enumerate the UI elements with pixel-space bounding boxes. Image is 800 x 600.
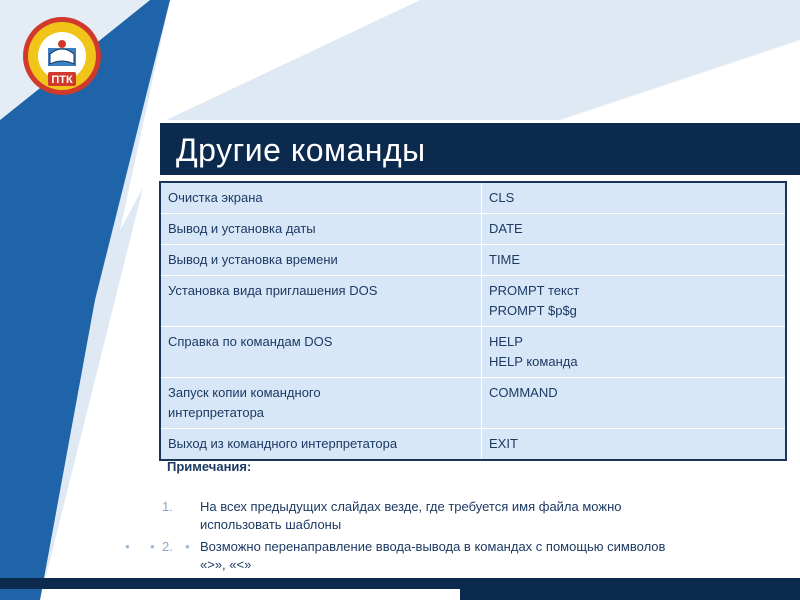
bottom-accent (460, 589, 800, 600)
command-line: CLS (489, 190, 515, 205)
notes-title: Примечания: (167, 459, 252, 474)
slide-title: Другие команды (176, 132, 426, 168)
cell-description (160, 327, 482, 378)
cell-command (482, 182, 787, 214)
note-line: На всех предыдущих слайдах везде, где требуется имя файла можно (200, 499, 622, 514)
command-line: EXIT (489, 436, 518, 451)
table-row (160, 245, 786, 276)
description-line: Очистка экрана (168, 190, 263, 205)
description-line: Запуск копии командного (168, 385, 321, 400)
cell-description (160, 276, 482, 327)
command-line: DATE (489, 221, 523, 236)
cell-command (482, 327, 787, 378)
table-row (160, 429, 786, 461)
description-line: Справка по командам DOS (168, 334, 333, 349)
table-row (160, 276, 786, 327)
cell-command (482, 214, 787, 245)
table-row (160, 214, 786, 245)
command-line: COMMAND (489, 385, 558, 400)
cell-description (160, 378, 482, 429)
command-line: PROMPT текст (489, 283, 580, 298)
cell-command (482, 276, 787, 327)
notes-list (162, 498, 772, 578)
description-line: интерпретатора (168, 405, 265, 420)
cell-command (482, 245, 787, 276)
decorative-dot: ● (185, 542, 190, 551)
command-line: PROMPT $p$g (489, 303, 577, 318)
cell-description (160, 182, 482, 214)
cell-command (482, 378, 787, 429)
decorative-dot: ● (150, 542, 155, 551)
table-row (160, 182, 786, 214)
command-line: TIME (489, 252, 521, 267)
note-line: Возможно перенаправление ввода-вывода в командах с помощью символов (200, 539, 666, 554)
table-row (160, 327, 786, 378)
list-item (162, 538, 772, 574)
cell-command (482, 429, 787, 461)
description-line: Установка вида приглашения DOS (168, 283, 378, 298)
commands-table (159, 181, 787, 461)
cell-description (160, 245, 482, 276)
decorative-dot: ● (125, 542, 130, 551)
cell-description (160, 214, 482, 245)
cell-description (160, 429, 482, 461)
note-line: использовать шаблоны (200, 517, 342, 532)
list-number: 1. (162, 499, 173, 514)
description-line: Вывод и установка даты (168, 221, 316, 236)
bottom-bar (0, 578, 800, 589)
list-number: 2. (162, 539, 173, 554)
list-item (162, 498, 772, 534)
description-line: Вывод и установка времени (168, 252, 338, 267)
command-line: HELP команда (489, 354, 578, 369)
college-logo (22, 14, 102, 98)
logo-text: ПТК (51, 74, 73, 86)
table-row (160, 378, 786, 429)
note-line: «>», «<» (200, 557, 252, 572)
command-line: HELP (489, 334, 523, 349)
description-line: Выход из командного интерпретатора (168, 436, 398, 451)
